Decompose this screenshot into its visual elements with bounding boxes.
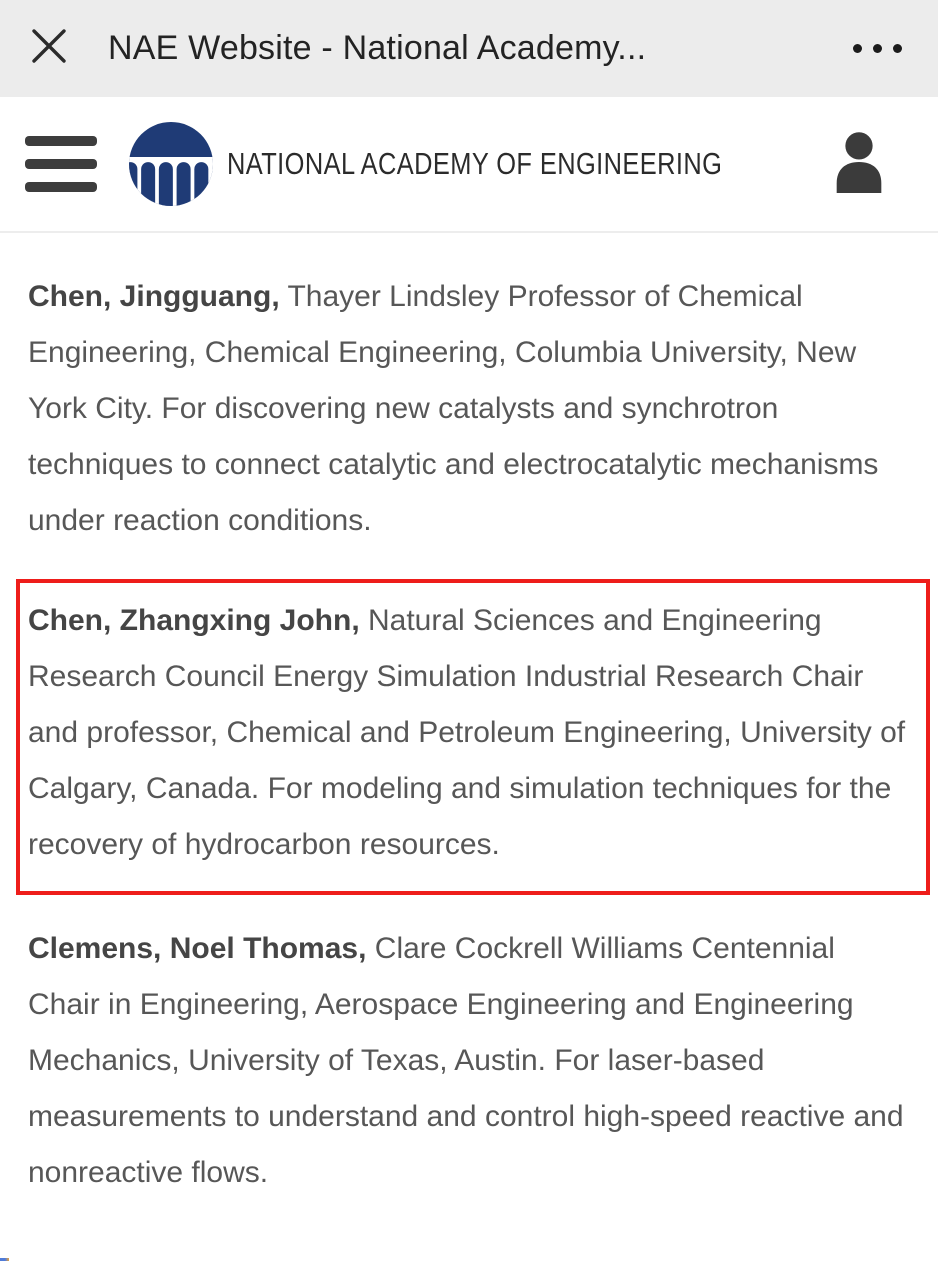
nae-logo-dome-icon[interactable] (129, 122, 213, 206)
hamburger-menu-icon (25, 136, 97, 146)
close-button[interactable] (30, 30, 68, 68)
three-dots-menu-icon (853, 44, 862, 53)
account-button[interactable] (831, 131, 887, 198)
entry-description: Natural Sciences and Engineering Research Council Energy Simulation Industrial Research Chair and professor, Chemical and Petroleum Engineering, University of Calgary, Canada. For modeling and simulation techniques for the recovery of hydrocarbon resources. (28, 604, 906, 861)
entry-name: Chen, Jingguang, (28, 280, 280, 313)
entry-name: Chen, Zhangxing John, (28, 604, 360, 637)
site-logo-wordmark[interactable]: NATIONAL ACADEMY OF ENGINEERING (227, 146, 723, 181)
entry-clemens-noel-thomas (28, 921, 910, 1201)
entry-chen-jingguang (28, 269, 910, 549)
entry-name: Clemens, Noel Thomas, (28, 932, 367, 965)
browser-top-bar (0, 0, 938, 97)
entry-description: Thayer Lindsley Professor of Chemical Engineering, Chemical Engineering, Columbia University, New York City. For discovering new catalysts and synchrotron techniques to connect catalytic and electrocatalytic mechanisms under reaction conditions. (28, 280, 879, 537)
entry-chen-zhangxing-john-highlighted[interactable] (16, 579, 930, 895)
more-options-button[interactable] (851, 34, 904, 63)
entries-list (0, 233, 938, 1201)
page-title: NAE Website - National Academy... (108, 29, 647, 67)
site-header (0, 97, 938, 233)
entry-description: Clare Cockrell Williams Centennial Chair in Engineering, Aerospace Engineering and Engineering Mechanics, University of Texas, Austin. For laser-based measurements to understand and control high-speed reactive and nonreactive flows. (28, 932, 904, 1189)
hamburger-menu-button[interactable] (25, 136, 97, 192)
close-x-icon (30, 27, 68, 70)
person-account-icon (831, 131, 887, 198)
